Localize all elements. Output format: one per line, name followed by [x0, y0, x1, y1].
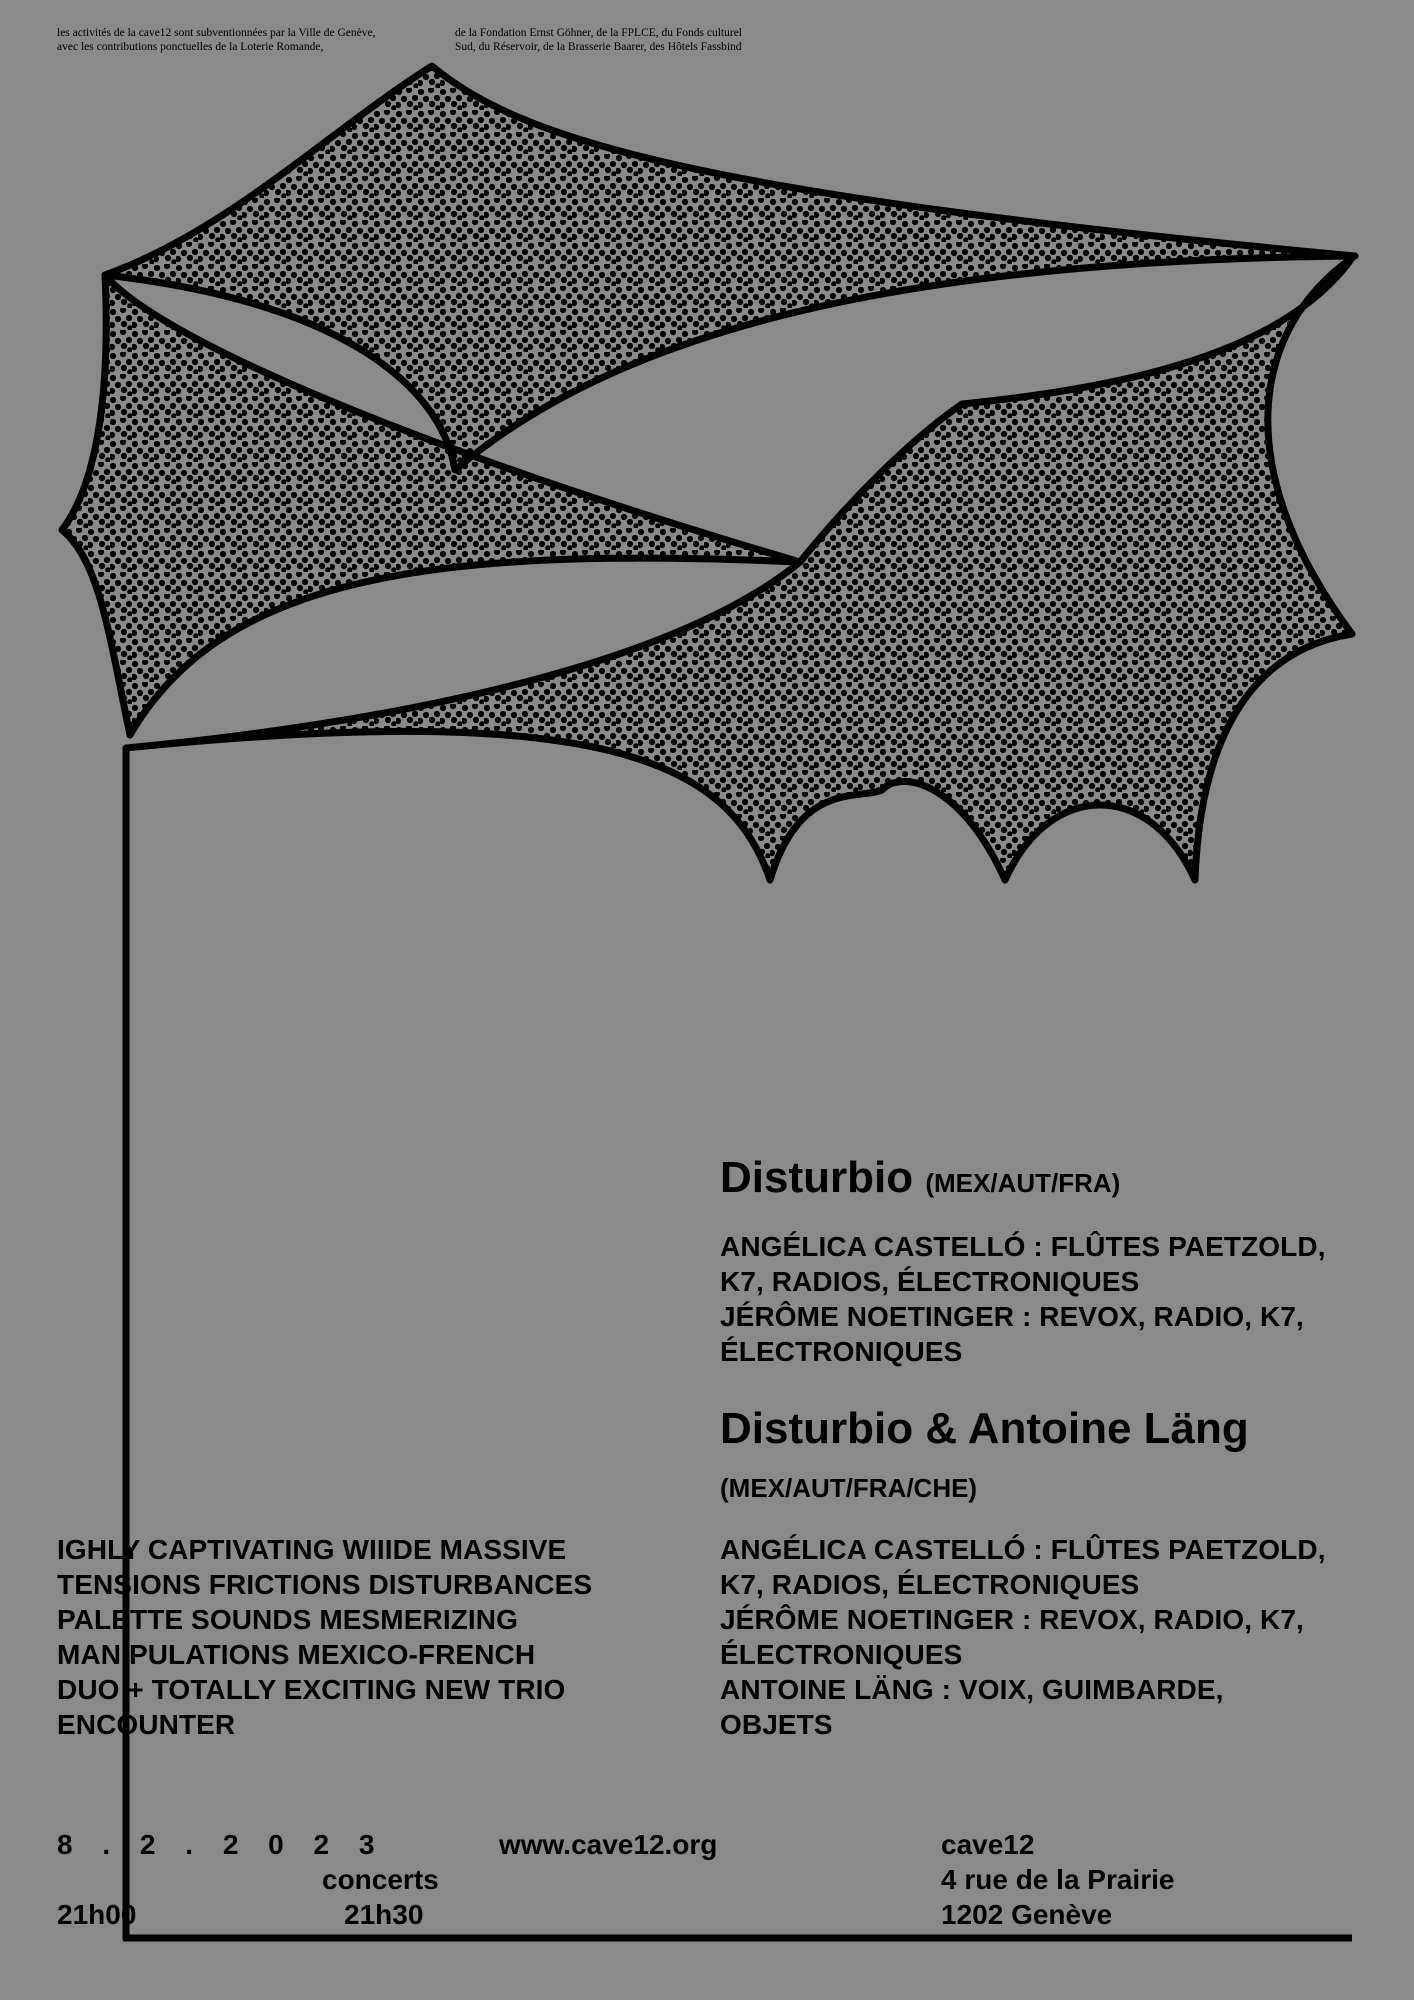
blurb-line: TENSIONS FRICTIONS DISTURBANCES: [57, 1569, 593, 1600]
lineup-line: ÉLECTRONIQUES: [720, 1336, 963, 1367]
credits-line: Sud, du Réservoir, de la Brasserie Baarer, des Hôtels Fassbind: [455, 41, 742, 53]
act1-lineup: [720, 1229, 1326, 1369]
lineup-line: JÉRÔME NOETINGER : REVOX, RADIO, K7,: [720, 1301, 1304, 1332]
act2-title: Disturbio & Antoine Läng: [720, 1404, 1249, 1453]
lineup-line: JÉRÔME NOETINGER : REVOX, RADIO, K7,: [720, 1604, 1304, 1635]
credits-line: de la Fondation Ernst Göhner, de la FPLCE, du Fonds culturel: [455, 27, 743, 39]
venue-city: 1202 Genève: [941, 1899, 1113, 1930]
concerts-label: concerts: [322, 1864, 439, 1895]
blurb-line: ENCOUNTER: [57, 1709, 236, 1740]
act1-origin: (MEX/AUT/FRA): [925, 1168, 1121, 1198]
doors-time: 21h00: [57, 1899, 137, 1930]
credits-col-2: [455, 26, 742, 54]
act2-origin: (MEX/AUT/FRA/CHE): [720, 1473, 978, 1503]
lineup-line: K7, RADIOS, ÉLECTRONIQUES: [720, 1266, 1140, 1297]
lineup-line: ÉLECTRONIQUES: [720, 1639, 963, 1670]
credits-line: les activités de la cave12 sont subventionnées par la Ville de Genève,: [57, 27, 376, 39]
lineup-line: OBJETS: [720, 1709, 833, 1740]
blurb-line: DUO + TOTALLY EXCITING NEW TRIO: [57, 1674, 566, 1705]
lineup-line: ANGÉLICA CASTELLÓ : FLÛTES PAETZOLD,: [720, 1231, 1326, 1262]
lineup-line: ANTOINE LÄNG : VOIX, GUIMBARDE,: [720, 1674, 1224, 1705]
act1-title: [720, 1152, 1120, 1209]
website-link[interactable]: www.cave12.org: [499, 1829, 718, 1860]
concerts-time: 21h30: [344, 1899, 424, 1930]
blurb-line: IGHLY CAPTIVATING WIIIDE MASSIVE: [57, 1534, 567, 1565]
lineup-line: ANGÉLICA CASTELLÓ : FLÛTES PAETZOLD,: [720, 1534, 1326, 1565]
blurb-line: MANIPULATIONS MEXICO-FRENCH: [57, 1639, 536, 1670]
act2-lineup: [720, 1532, 1326, 1742]
event-date: 8 . 2 . 2 0 2 3: [57, 1829, 386, 1860]
blurb-line: PALETTE SOUNDS MESMERIZING: [57, 1604, 518, 1635]
venue-name: cave12: [941, 1829, 1035, 1860]
lineup-line: K7, RADIOS, ÉLECTRONIQUES: [720, 1569, 1140, 1600]
blurb: [57, 1532, 592, 1742]
credits-col-1: [57, 26, 375, 54]
venue-address: [941, 1827, 1174, 1932]
venue-street: 4 rue de la Prairie: [941, 1864, 1175, 1895]
credits-line: avec les contributions ponctuelles de la Loterie Romande,: [57, 41, 324, 53]
act1-name: Disturbio: [720, 1153, 914, 1202]
